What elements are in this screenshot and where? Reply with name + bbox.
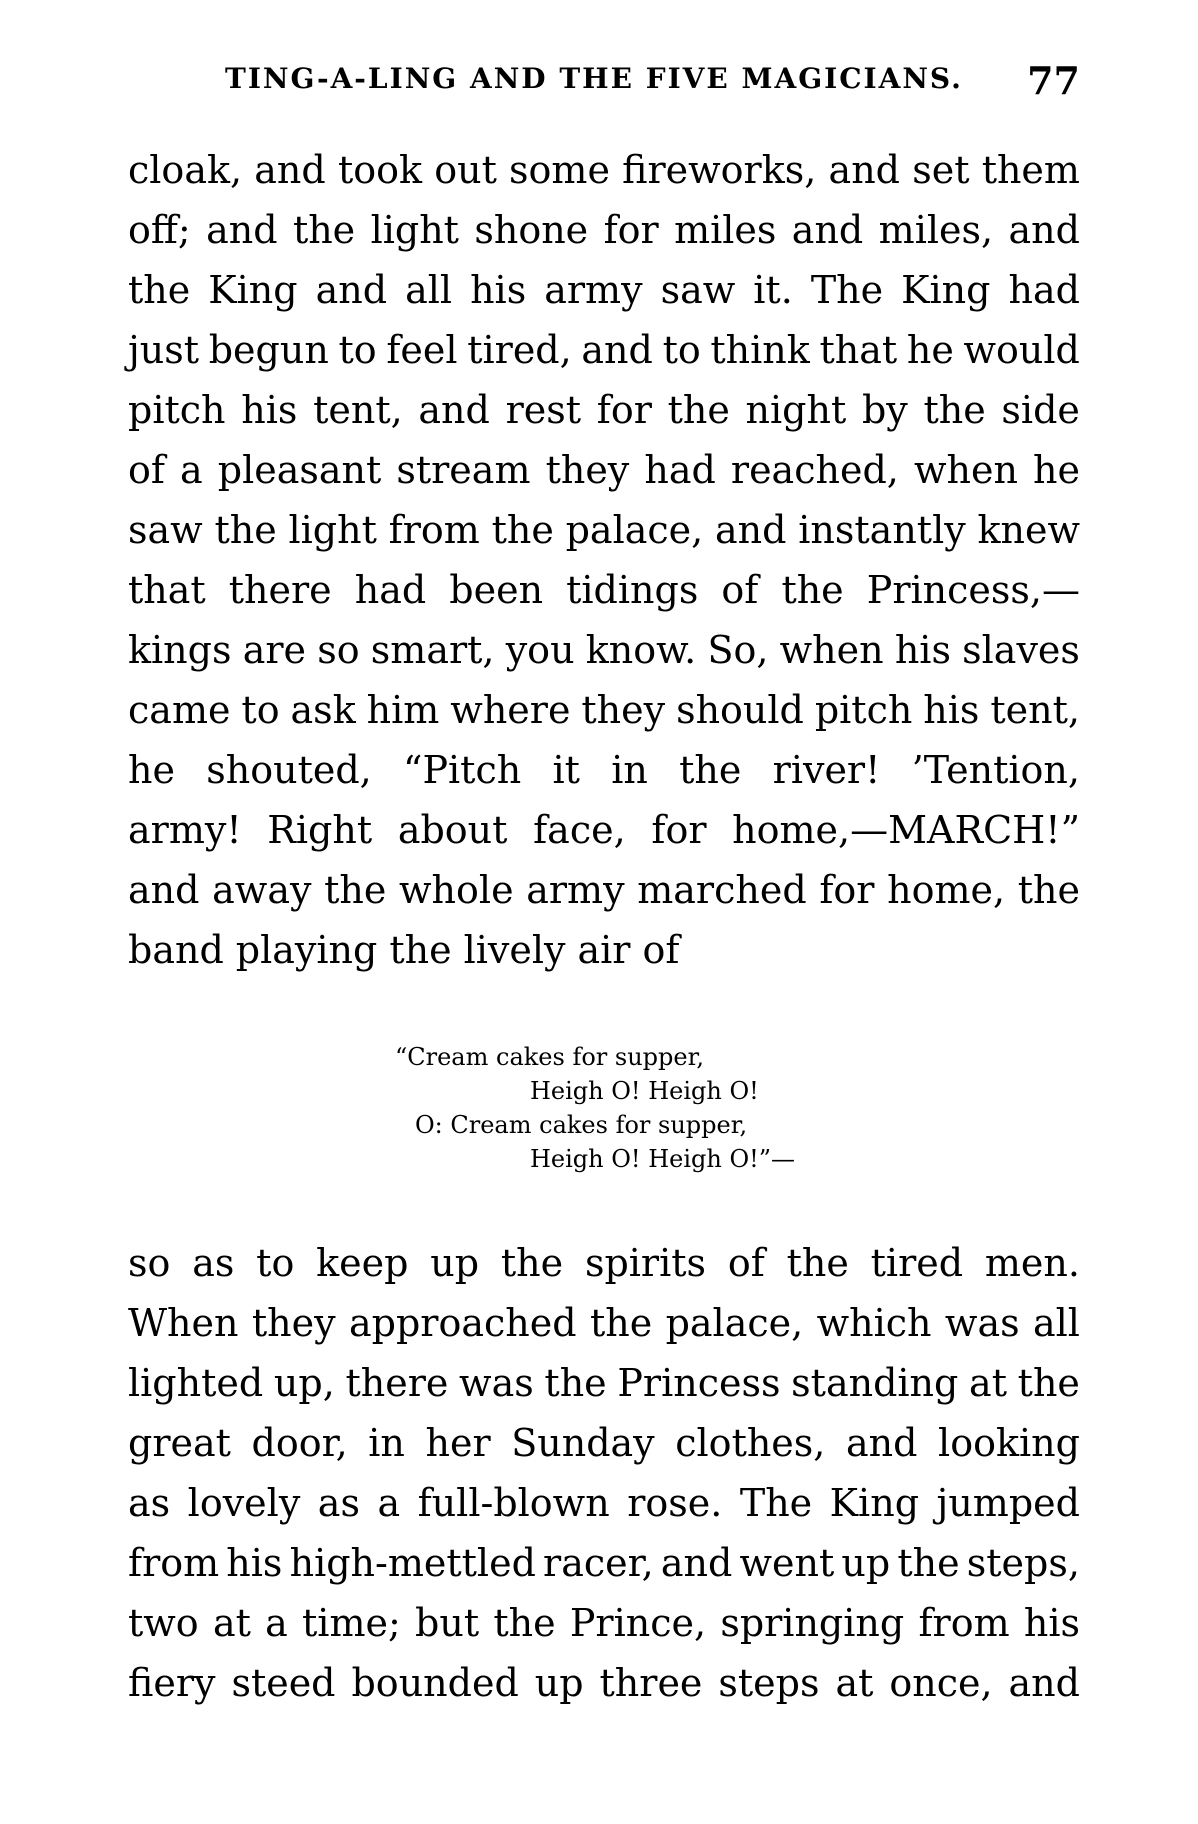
word: the [897,1541,960,1585]
word: whole [399,868,514,912]
word: off; [128,208,191,252]
text-line [128,1473,1080,1533]
text-line [128,140,1080,200]
verse-line-1: “Cream cakes for supper, [395,1043,705,1071]
word: palace, [665,1301,804,1345]
word: approached [348,1301,577,1345]
text-line [128,860,1080,920]
verse-line-4: Heigh O! Heigh O!”— [530,1145,796,1173]
word: fiery [128,1661,216,1705]
word: his [894,628,951,672]
word: face, [533,808,626,852]
word: they [581,688,666,732]
word: the [128,268,191,312]
text-line [128,1593,1080,1653]
word: as [192,1241,235,1285]
word: and [315,268,388,312]
word: you [505,628,575,672]
word: side [1001,388,1080,432]
word: great [128,1421,231,1465]
text-line [128,1653,1080,1713]
word: King [901,268,991,312]
text-line [128,740,1080,800]
word: kings [128,628,232,672]
word: his [1023,1601,1080,1645]
word: of [727,1241,765,1285]
text-line [128,1533,1080,1593]
word: the [493,1601,556,1645]
word: about [397,808,508,852]
word: pitch [128,388,226,432]
word: it [552,748,580,792]
text-line [128,380,1080,440]
word: door, [251,1421,348,1465]
word: that [819,328,898,372]
word: in [611,748,648,792]
word: the [491,508,554,552]
text-line [128,320,1080,380]
verse-block [395,1040,895,1176]
word: the [781,568,844,612]
word: reached, [730,448,899,492]
word: The [739,1481,813,1525]
word: shone [474,208,589,252]
word: and [206,208,278,252]
text-line [128,620,1080,680]
word: pleasant [217,448,382,492]
word: ask [290,688,356,732]
page-number: 77 [1027,58,1080,103]
word: army [544,268,643,312]
word: ’Tention, [911,748,1080,792]
word: in [368,1421,405,1465]
word: the [292,208,356,252]
word: and [791,208,864,252]
word: to [662,328,701,372]
word: King [208,268,298,312]
word: when [913,448,1018,492]
word: Prince, [569,1601,707,1645]
word: by [861,388,908,432]
word: river! [772,748,881,792]
word: up [841,1541,891,1585]
running-header [200,58,1080,118]
word: and [128,868,200,912]
verse-line-2: Heigh O! Heigh O! [530,1077,759,1105]
text-line [128,260,1080,320]
word: light [370,208,459,252]
word: as [317,1481,360,1525]
word: feel [386,328,458,372]
word: shouted, [206,748,372,792]
word: him [366,688,440,732]
word: high-mettled [289,1541,536,1585]
word: knew [977,508,1080,552]
word: the [544,1361,607,1405]
word: lively [463,928,566,972]
word: spirits [584,1241,707,1285]
text-line [128,1233,1080,1293]
word: army! [128,808,242,852]
text-line [128,1293,1080,1353]
word: band [128,928,224,972]
word: home,—MARCH!” [732,808,1080,852]
word: so [317,628,360,672]
word: men. [984,1241,1080,1285]
word: tent, [313,388,403,432]
word: he [128,748,175,792]
text-line [128,560,1080,620]
word: but [415,1601,480,1645]
word: and [418,388,490,432]
running-head-title: TING-A-LING AND THE FIVE MAGICIANS. [225,62,963,95]
word: two [128,1601,199,1645]
word: had [354,568,427,612]
text-line [128,1413,1080,1473]
word: took [337,148,423,192]
word: he [1033,448,1080,492]
word: at [969,1361,1007,1405]
word: Sunday [511,1421,655,1465]
word: of [642,928,680,972]
word: for [603,208,659,252]
word: air [577,928,631,972]
word: it. [753,268,793,312]
word: there [228,568,332,612]
word: and [845,1421,918,1465]
word: When [128,1301,239,1345]
word: the [214,508,277,552]
word: had [1008,268,1080,312]
word: up, [273,1361,335,1405]
word: playing [235,928,378,972]
word: the [589,1301,653,1345]
word: time; [302,1601,401,1645]
word: tired [870,1241,964,1285]
word: smart, [370,628,495,672]
word: begun [208,328,329,372]
word: light [288,508,377,552]
word: are [242,628,306,672]
word: from [128,1541,220,1585]
word: marched [637,868,807,912]
word: and [581,328,653,372]
word: the [389,928,452,972]
word: which [816,1301,932,1345]
word: and [715,508,787,552]
text-line [128,200,1080,260]
word: would [963,328,1080,372]
word: stream [396,448,531,492]
word: looking [938,1421,1080,1465]
text-line [128,800,1080,860]
word: to [241,688,280,732]
word: the [1017,868,1080,912]
word: the [667,388,730,432]
word: bounded [351,1661,519,1705]
text-line [128,1353,1080,1413]
word: his [470,268,527,312]
word: so [128,1241,171,1285]
word: he [906,328,954,372]
word: to [256,1241,295,1285]
word: tired, [467,328,572,372]
word: miles [674,208,777,252]
word: Right [267,808,373,852]
word: full-blown [417,1481,610,1525]
word: racer, [543,1541,654,1585]
word: Princess [617,1361,781,1405]
word: them [981,148,1080,192]
word: all [405,268,453,312]
word: instantly [798,508,966,552]
word: cloak, [128,148,243,192]
word: rose. [627,1481,723,1525]
word: So, [707,628,769,672]
word: springing [720,1601,905,1645]
word: should [676,688,804,732]
word: standing [791,1361,959,1405]
word: and [828,148,901,192]
word: a [180,448,203,492]
word: the [679,748,742,792]
word: tidings [566,568,699,612]
word: up [430,1241,480,1285]
paragraph-1 [128,140,1080,980]
word: tent, [990,688,1080,732]
word: army [526,868,625,912]
text-line [128,500,1080,560]
word: there [345,1361,449,1405]
word: “Pitch [403,748,522,792]
word: his [923,688,980,732]
word: saw [128,508,203,552]
word: lovely [187,1481,301,1525]
verse-line-3: O: Cream cakes for supper, [415,1111,748,1139]
word: of [721,568,759,612]
word: from [918,1601,1010,1645]
word: steps, [966,1541,1080,1585]
word: home, [887,868,1006,912]
word: when [779,628,884,672]
word: a [265,1601,288,1645]
word: as [128,1481,171,1525]
word: jumped [936,1481,1080,1525]
word: the [1017,1361,1080,1405]
word: for [651,808,707,852]
word: know. [585,628,697,672]
word: a [377,1481,401,1525]
word: for [819,868,875,912]
text-line [128,440,1080,500]
word: at [212,1601,251,1645]
word: his [226,1541,283,1585]
word: the [923,388,986,432]
word: her [425,1421,491,1465]
word: some [509,148,610,192]
word: once, [889,1661,993,1705]
word: fireworks, [622,148,817,192]
word: at [835,1661,874,1705]
word: and [1008,1661,1080,1705]
word: out [434,148,497,192]
word: lighted [128,1361,264,1405]
word: went [739,1541,835,1585]
text-line [128,920,1080,980]
word: and [660,1541,733,1585]
word: just [128,328,200,372]
word: from [388,508,480,552]
word: set [912,148,970,192]
word: was [944,1301,1020,1345]
word: rest [505,388,582,432]
word: where [450,688,571,732]
word: the [786,1241,849,1285]
word: The [810,268,884,312]
word: all [1033,1301,1080,1345]
word: Princess,— [866,568,1080,612]
word: steps [718,1661,820,1705]
word: the [324,868,387,912]
word: steed [231,1661,336,1705]
word: came [128,688,231,732]
word: for [596,388,652,432]
word: night [745,388,847,432]
word: had [644,448,716,492]
word: palace, [565,508,704,552]
word: was [459,1361,534,1405]
word: away [212,868,312,912]
text-line [128,680,1080,740]
word: and [1008,208,1080,252]
word: his [241,388,298,432]
word: three [599,1661,703,1705]
word: and [254,148,326,192]
word: saw [660,268,736,312]
word: slaves [962,628,1080,672]
word: the [500,1241,564,1285]
word: they [251,1301,336,1345]
word: clothes, [675,1421,826,1465]
word: miles, [878,208,994,252]
word: of [128,448,165,492]
word: King [829,1481,920,1525]
word: to [338,328,377,372]
word: pitch [814,688,913,732]
word: keep [316,1241,409,1285]
word: think [710,328,810,372]
word: that [128,568,206,612]
word: up [534,1661,584,1705]
word: been [449,568,544,612]
word: they [545,448,630,492]
paragraph-2 [128,1233,1080,1713]
